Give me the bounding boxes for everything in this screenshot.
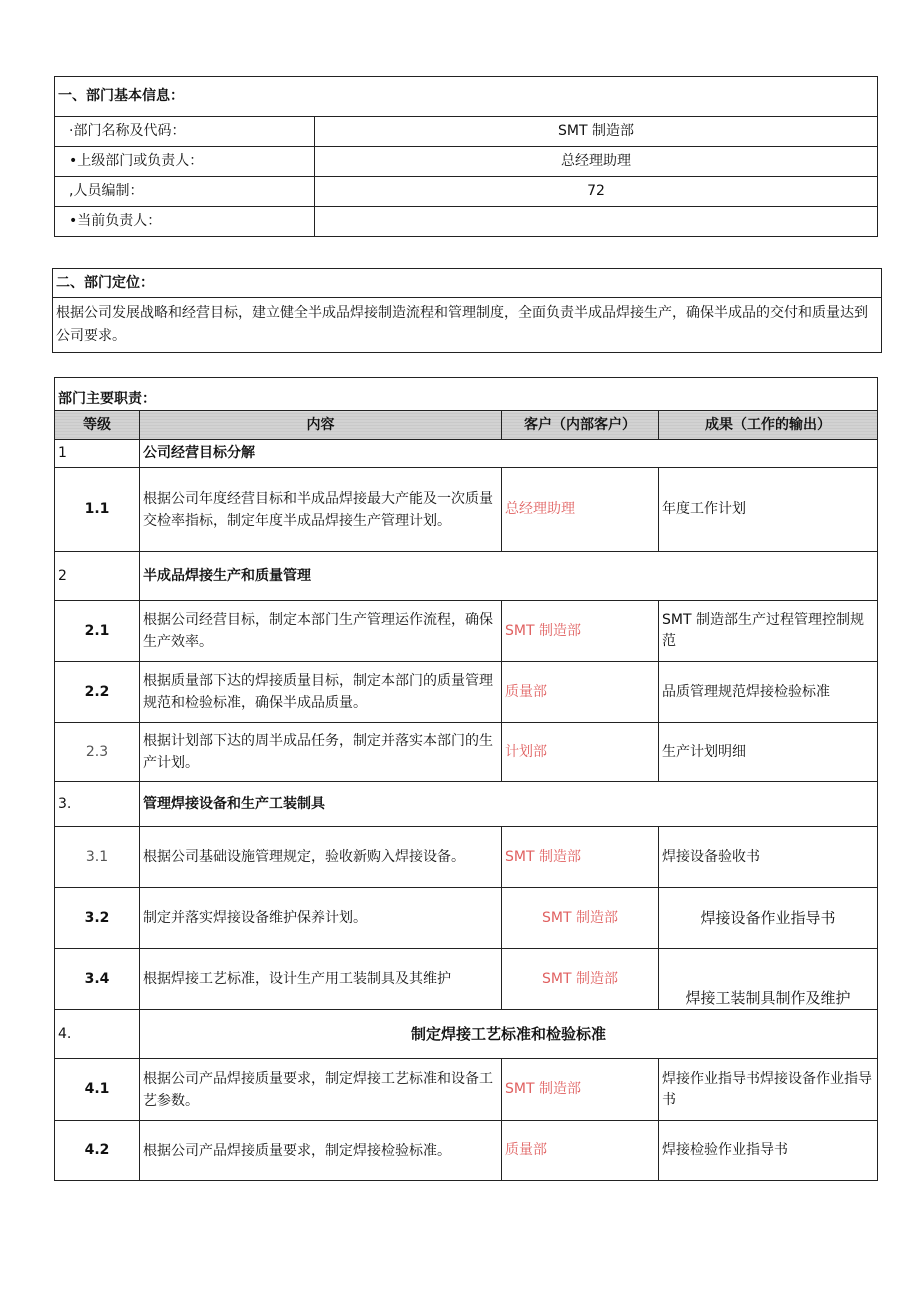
section-row	[55, 440, 878, 468]
current-head-label: •当前负责人：	[55, 207, 315, 237]
info-row	[55, 207, 878, 237]
basic-info-table	[54, 76, 878, 237]
duty-output: 品质管理规范焊接检验标准	[659, 662, 878, 723]
col-header-client: 客户（内部客户）	[502, 411, 659, 440]
duty-output: 焊接设备作业指导书	[659, 888, 878, 949]
duty-output: 焊接作业指导书焊接设备作业指导书	[659, 1059, 878, 1121]
duty-row	[55, 662, 878, 723]
duty-row	[55, 468, 878, 552]
duty-row	[55, 827, 878, 888]
positioning-heading: 二、部门定位：	[53, 269, 882, 298]
positioning-text: 根据公司发展战略和经营目标，建立健全半成品焊接制造流程和管理制度，全面负责半成品焊接生产，确保半成品的交付和质量达到公司要求。	[53, 298, 882, 353]
section-row	[55, 1010, 878, 1059]
duty-grade: 3.1	[55, 827, 140, 888]
duty-content: 根据公司经营目标，制定本部门生产管理运作流程，确保生产效率。	[140, 601, 502, 662]
duty-output: 年度工作计划	[659, 468, 878, 552]
section-title: 公司经营目标分解	[140, 440, 878, 468]
duty-content: 根据公司产品焊接质量要求，制定焊接检验标准。	[140, 1121, 502, 1181]
duty-client: 质量部	[502, 1121, 659, 1181]
duty-row	[55, 1121, 878, 1181]
duty-client: SMT 制造部	[502, 827, 659, 888]
col-header-content: 内容	[140, 411, 502, 440]
col-header-output: 成果（工作的输出）	[659, 411, 878, 440]
duty-row	[55, 723, 878, 782]
section-number: 1	[55, 440, 140, 468]
duty-content: 根据计划部下达的周半成品任务，制定并落实本部门的生产计划。	[140, 723, 502, 782]
dept-name-value: SMT 制造部	[315, 117, 878, 147]
duty-content: 制定并落实焊接设备维护保养计划。	[140, 888, 502, 949]
headcount-label: ,人员编制：	[55, 177, 315, 207]
duty-grade: 2.2	[55, 662, 140, 723]
section-title: 管理焊接设备和生产工装制具	[140, 782, 878, 827]
dept-name-label: ·部门名称及代码：	[55, 117, 315, 147]
info-row	[55, 177, 878, 207]
info-row	[55, 117, 878, 147]
duty-client: 质量部	[502, 662, 659, 723]
duty-content: 根据公司基础设施管理规定，验收新购入焊接设备。	[140, 827, 502, 888]
section-number: 4.	[55, 1010, 140, 1059]
info-row	[55, 147, 878, 177]
superior-label: •上级部门或负责人：	[55, 147, 315, 177]
duty-grade: 3.2	[55, 888, 140, 949]
duty-client: 总经理助理	[502, 468, 659, 552]
duty-content: 根据公司年度经营目标和半成品焊接最大产能及一次质量交检率指标，制定年度半成品焊接生产管理计划。	[140, 468, 502, 552]
duty-row	[55, 1059, 878, 1121]
duty-client: SMT 制造部	[502, 949, 659, 1010]
headcount-value: 72	[315, 177, 878, 207]
duty-grade: 4.2	[55, 1121, 140, 1181]
duty-content: 根据质量部下达的焊接质量目标，制定本部门的质量管理规范和检验标准，确保半成品质量。	[140, 662, 502, 723]
current-head-value	[315, 207, 878, 237]
section-title: 制定焊接工艺标准和检验标准	[140, 1010, 878, 1059]
duty-client: SMT 制造部	[502, 1059, 659, 1121]
duty-row	[55, 601, 878, 662]
duty-row	[55, 888, 878, 949]
col-header-grade: 等级	[55, 411, 140, 440]
duty-output: 焊接检验作业指导书	[659, 1121, 878, 1181]
duty-grade: 3.4	[55, 949, 140, 1010]
duty-row	[55, 949, 878, 1010]
section-row	[55, 782, 878, 827]
duty-grade: 2.3	[55, 723, 140, 782]
duty-grade: 1.1	[55, 468, 140, 552]
basic-info-heading: 一、部门基本信息：	[55, 77, 878, 117]
duties-title: 部门主要职责：	[55, 378, 878, 411]
section-title: 半成品焊接生产和质量管理	[140, 552, 878, 601]
duties-table	[54, 377, 878, 1181]
duty-grade: 2.1	[55, 601, 140, 662]
duty-content: 根据焊接工艺标准，设计生产用工装制具及其维护	[140, 949, 502, 1010]
positioning-table	[52, 268, 882, 353]
duty-output: 焊接设备验收书	[659, 827, 878, 888]
superior-value: 总经理助理	[315, 147, 878, 177]
section-number: 2	[55, 552, 140, 601]
duty-grade: 4.1	[55, 1059, 140, 1121]
section-row	[55, 552, 878, 601]
duty-client: SMT 制造部	[502, 888, 659, 949]
duty-output: SMT 制造部生产过程管理控制规范	[659, 601, 878, 662]
duty-client: SMT 制造部	[502, 601, 659, 662]
section-number: 3.	[55, 782, 140, 827]
duty-content: 根据公司产品焊接质量要求，制定焊接工艺标准和设备工艺参数。	[140, 1059, 502, 1121]
duty-client: 计划部	[502, 723, 659, 782]
duty-output: 生产计划明细	[659, 723, 878, 782]
duty-output: 焊接工装制具制作及维护	[659, 949, 878, 1010]
